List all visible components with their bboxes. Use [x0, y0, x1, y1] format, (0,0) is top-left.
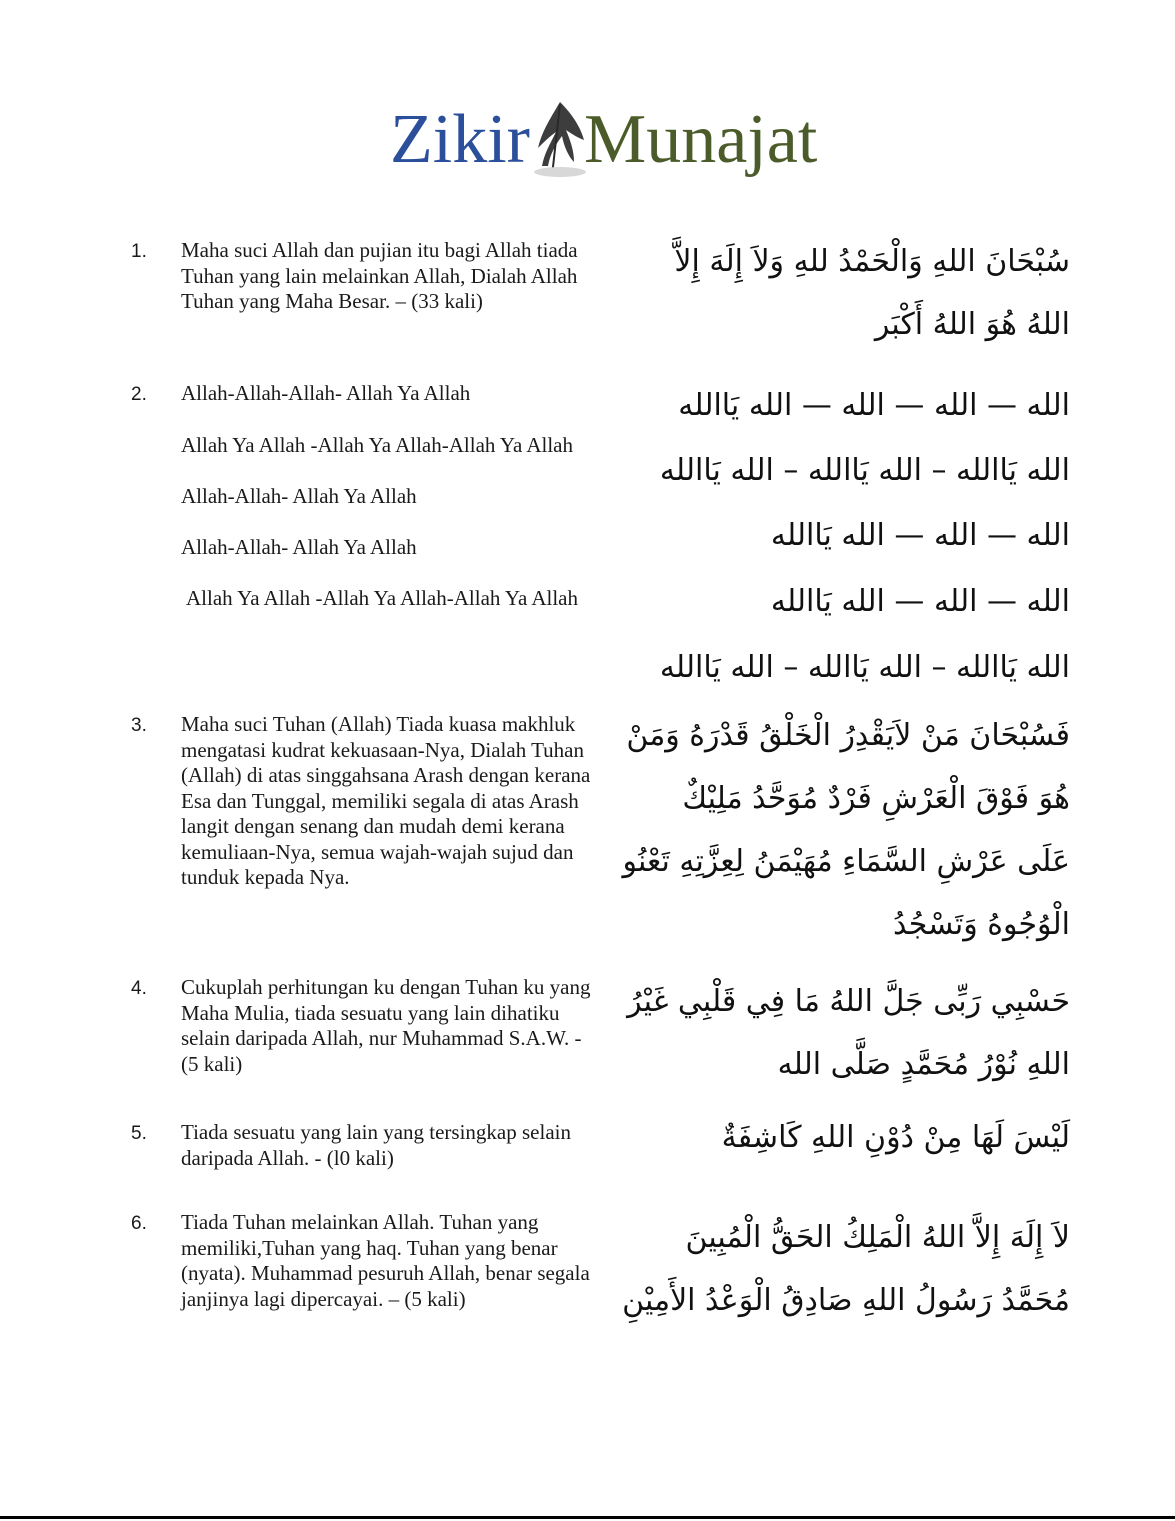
item-arabic: لَيْسَ لَهَا مِنْ دُوْنِ اللهِ كَاشِفَةٌ: [721, 1120, 1070, 1155]
item-line: Allah-Allah- Allah Ya Allah: [181, 484, 417, 508]
item-translation: Maha suci Allah dan pujian itu bagi Allah tiada Tuhan yang lain melainkan Allah, Dialah Allah Tuhan yang Maha Besar. – (33 kali): [181, 238, 578, 313]
item-arabic: فَسُبْحَانَ مَنْ لاَيَقْدِرُ الْخَلْقُ قَدْرَهُ وَمَنْ هُوَ فَوْقَ الْعَرْشِ فَرْدٌ مُوَحَّدُ مَلِيْكٌ عَلَى عَرْشِ السَّمَاءِ مُهَيْمَنُ لِعِزَّتِهِ تَعْنُو الْوُجُوهُ وَتَسْجُدُ: [622, 718, 1070, 942]
logo-word-munajat: Munajat: [584, 101, 818, 178]
item-line: Allah Ya Allah -Allah Ya Allah-Allah Ya Allah: [186, 586, 579, 610]
page-bottom-rule: [0, 1516, 1175, 1519]
leaf-icon: [530, 96, 588, 178]
item-number: 2.: [131, 384, 147, 405]
item-line: Allah Ya Allah -Allah Ya Allah-Allah Ya Allah: [181, 433, 574, 457]
item-arabic: سُبْحَانَ اللهِ وَالْحَمْدُ للهِ وَلاَ إِلَهَ إِلاَّ اللهُ هُوَ اللهُ أَكْبَر: [674, 244, 1070, 342]
logo-word-zikir: Zikir: [390, 101, 530, 178]
item-number: 5.: [131, 1123, 147, 1144]
item-translation: Cukuplah perhitungan ku dengan Tuhan ku yang Maha Mulia, tiada sesuatu yang lain dihatiku selain daripada Allah, nur Muhammad S.A.W. - (5 kali): [181, 975, 591, 1076]
item-line: Allah-Allah-Allah- Allah Ya Allah: [181, 381, 471, 405]
item-arabic-line: الله يَاالله – الله يَاالله – الله يَاالله: [659, 453, 1070, 488]
item-arabic: لاَ إِلَهَ إِلاَّ اللهُ الْمَلِكُ الحَقُّ الْمُبِينَ مُحَمَّدُ رَسُولُ اللهِ صَادِقُ الْوَعْدُ الأَمِيْنِ: [622, 1220, 1070, 1318]
item-line: Allah-Allah- Allah Ya Allah: [181, 535, 417, 559]
item-arabic-line: الله يَاالله – الله يَاالله – الله يَاالله: [659, 650, 1070, 685]
item-arabic-line: الله — الله — الله يَاالله: [770, 584, 1070, 619]
item-number: 4.: [131, 978, 147, 999]
item-number: 3.: [131, 715, 147, 736]
zikir-munajat-logo: [0, 92, 1175, 192]
item-translation: Maha suci Tuhan (Allah) Tiada kuasa makhluk mengatasi kudrat kekuasaan-Nya, Dialah Tuhan (Allah) di atas singgahsana Arash dengan kerana Esa dan Tunggal, memiliki segala di atas Arash langit dengan senang dan mudah demi kerana kemuliaan-Nya, semua wajah-wajah sujud dan tunduk kepada Nya.: [181, 712, 591, 889]
item-arabic: حَسْبِي رَبِّى جَلَّ اللهُ مَا فِي قَلْبِي غَيْرُ اللهِ نُوْرُ مُحَمَّدٍ صَلَّى الله: [627, 984, 1070, 1082]
item-translation: Tiada sesuatu yang lain yang tersingkap selain daripada Allah. - (l0 kali): [181, 1120, 571, 1170]
item-arabic-line: الله — الله — الله يَاالله: [770, 518, 1070, 553]
item-number: 1.: [131, 241, 147, 262]
item-arabic-line: الله — الله — الله — الله يَاالله: [678, 388, 1070, 423]
item-number: 6.: [131, 1213, 147, 1234]
item-translation: Tiada Tuhan melainkan Allah. Tuhan yang memiliki,Tuhan yang haq. Tuhan yang benar (nyata). Muhammad pesuruh Allah, benar segala janjinya lagi dipercayai. – (5 kali): [181, 1210, 590, 1311]
